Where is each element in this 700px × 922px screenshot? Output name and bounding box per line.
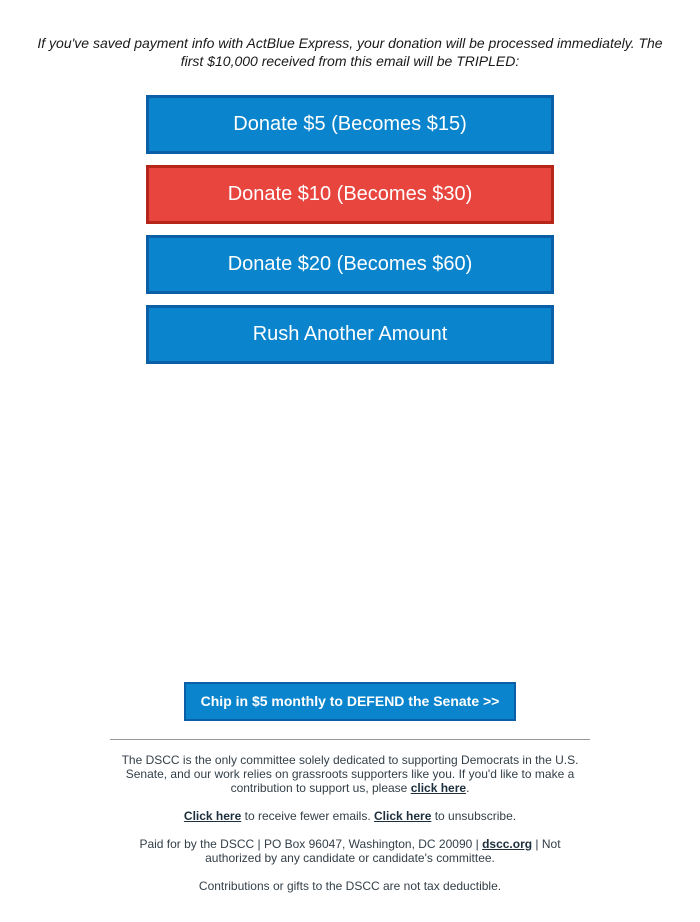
donate-5-button[interactable]: Donate $5 (Becomes $15)	[146, 95, 554, 154]
fewer-emails-text: to receive fewer emails.	[241, 809, 374, 823]
paid-for-text: Paid for by the DSCC | PO Box 96047, Washington, DC 20090 |	[139, 837, 483, 851]
footer-tax-notice: Contributions or gifts to the DSCC are not tax deductible.	[198, 879, 502, 893]
donate-10-button[interactable]: Donate $10 (Becomes $30)	[146, 165, 554, 224]
footer-about-end: .	[466, 781, 470, 795]
donate-20-button[interactable]: Donate $20 (Becomes $60)	[146, 235, 554, 294]
footer-about	[110, 753, 590, 795]
unsubscribe-text: to unsubscribe.	[431, 809, 517, 823]
footer-about-text: The DSCC is the only committee solely dedicated to supporting Democrats in the U.S. Senate, and our work relies on grassroots supporters like you. If you'd like to make a contribution to support us, please	[121, 753, 579, 795]
footer-email-preferences	[110, 809, 590, 823]
donate-other-amount-button[interactable]: Rush Another Amount	[146, 305, 554, 364]
monthly-donation-button[interactable]: Chip in $5 monthly to DEFEND the Senate >>	[184, 682, 516, 721]
not-authorized-text: | Not authorized by any candidate or candidate's committee.	[205, 837, 561, 865]
unsubscribe-link[interactable]: Click here	[374, 809, 432, 823]
intro-text: If you've saved payment info with ActBlue Express, your donation will be processed immediately. The first $10,000 received from this email will be TRIPLED:	[37, 35, 663, 69]
support-click-here-link[interactable]: click here	[410, 781, 467, 795]
footer-paid-for	[110, 837, 590, 865]
dscc-site-link[interactable]: dscc.org	[482, 837, 533, 851]
fewer-emails-link[interactable]: Click here	[183, 809, 242, 823]
footer-divider	[110, 739, 590, 740]
